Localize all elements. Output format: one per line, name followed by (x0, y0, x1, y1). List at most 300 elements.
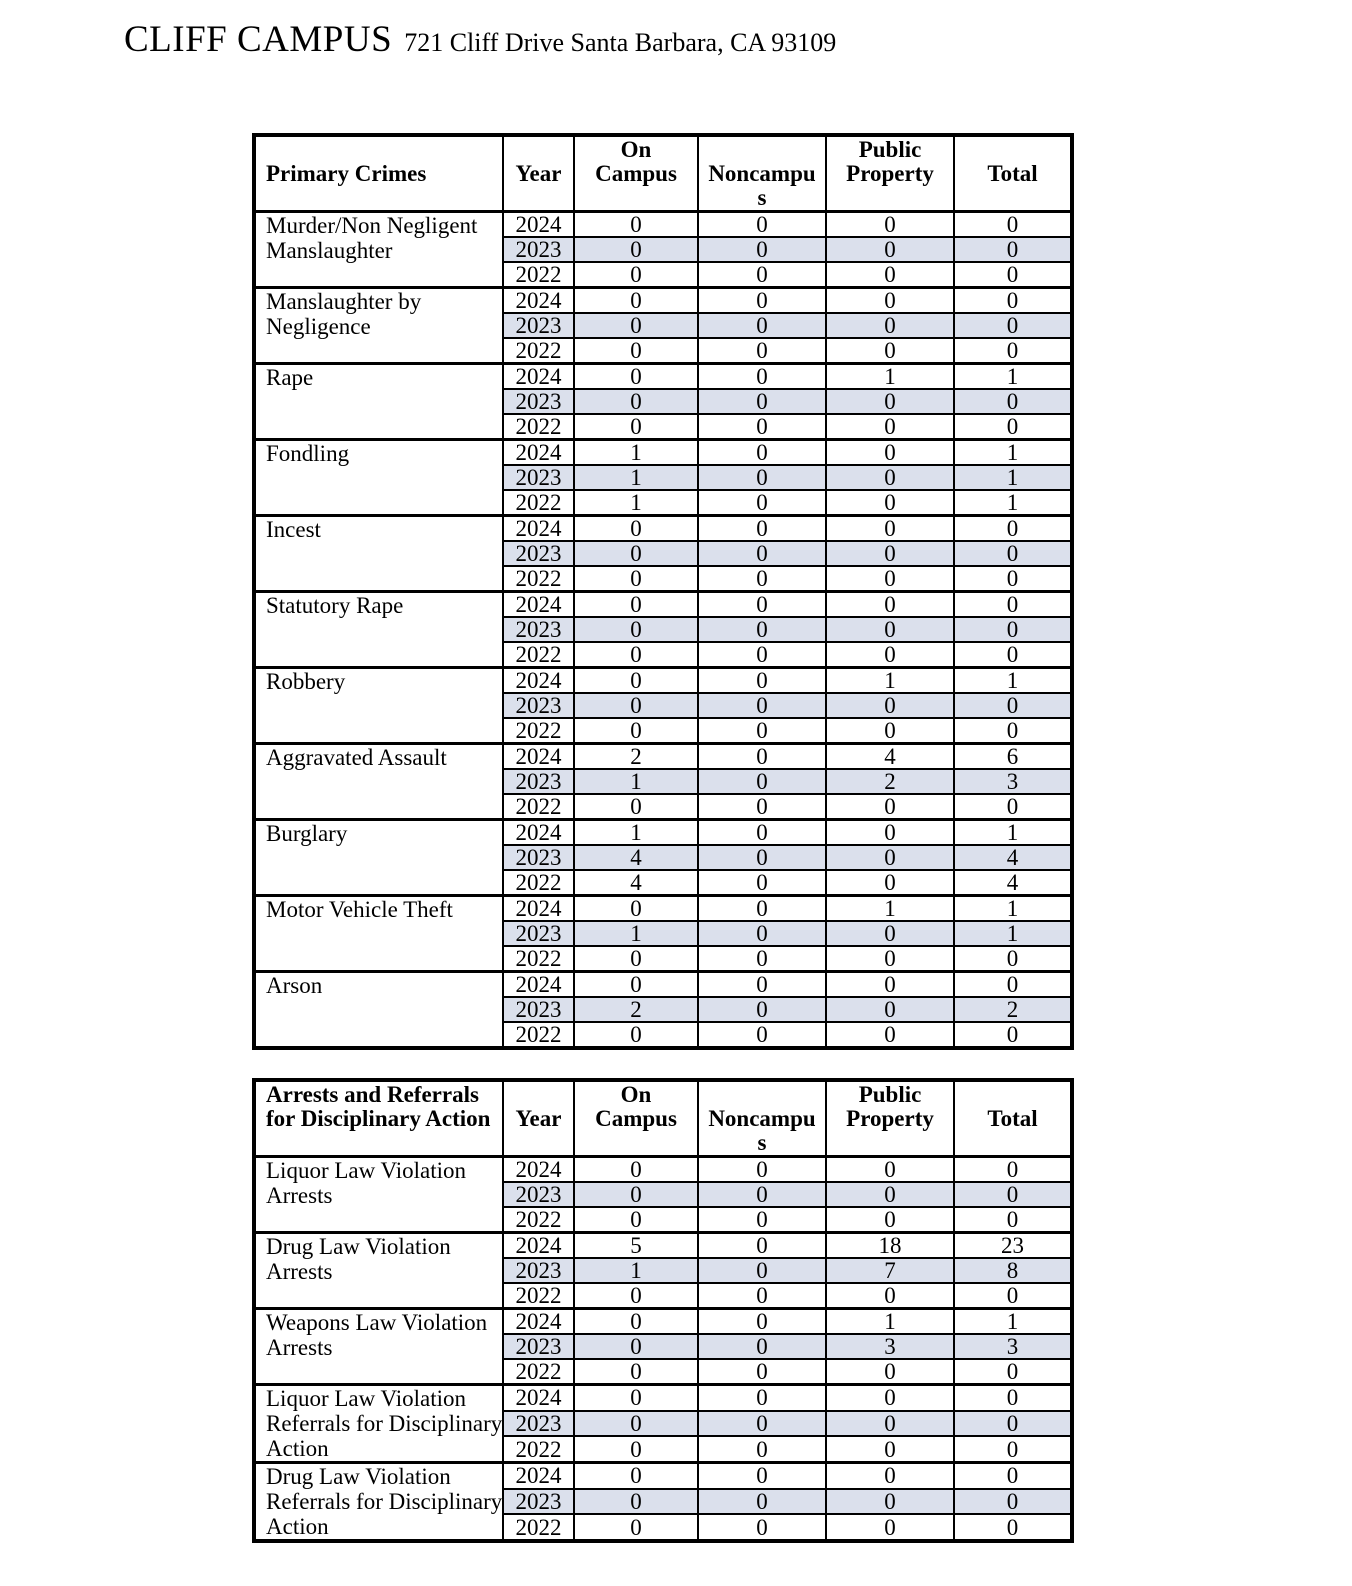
value-cell: 0 (954, 389, 1072, 414)
value-cell: 0 (826, 794, 954, 820)
value-cell: 0 (954, 718, 1072, 744)
value-cell: 5 (574, 1233, 698, 1259)
year-cell: 2024 (503, 1157, 574, 1183)
value-cell: 0 (698, 541, 826, 566)
value-cell: 1 (574, 490, 698, 516)
value-cell: 3 (954, 769, 1072, 794)
column-header-line: for Disciplinary Action (266, 1106, 491, 1131)
value-cell: 0 (698, 1411, 826, 1437)
value-cell: 4 (826, 744, 954, 770)
value-cell: 0 (698, 1359, 826, 1385)
value-cell: 0 (826, 338, 954, 364)
category-label-cell (254, 364, 503, 440)
value-cell: 0 (574, 516, 698, 542)
category-label-cell (254, 440, 503, 516)
value-cell: 1 (574, 1258, 698, 1283)
value-cell: 0 (826, 414, 954, 440)
value-cell: 0 (698, 1182, 826, 1207)
value-cell: 0 (954, 1283, 1072, 1309)
value-cell: 0 (826, 592, 954, 618)
value-cell: 0 (698, 693, 826, 718)
year-cell: 2024 (503, 744, 574, 770)
value-cell: 0 (574, 541, 698, 566)
year-cell: 2022 (503, 490, 574, 516)
value-cell: 0 (826, 693, 954, 718)
category-label-line: Motor Vehicle Theft (266, 897, 453, 922)
column-header-public-property (826, 1080, 954, 1157)
column-header-line: Property (846, 1106, 934, 1131)
value-cell: 0 (574, 288, 698, 314)
value-cell: 0 (698, 313, 826, 338)
value-cell: 4 (574, 845, 698, 870)
value-cell: 0 (698, 1022, 826, 1048)
column-header-line (256, 138, 502, 162)
value-cell: 0 (826, 642, 954, 668)
value-cell: 0 (826, 1022, 954, 1048)
table-row (254, 1309, 1072, 1335)
value-cell: 0 (698, 718, 826, 744)
page-title: CLIFF CAMPUS (124, 19, 393, 60)
value-cell: 1 (574, 769, 698, 794)
year-cell: 2022 (503, 794, 574, 820)
value-cell: 0 (574, 566, 698, 592)
year-cell: 2024 (503, 592, 574, 618)
value-cell: 0 (574, 338, 698, 364)
category-label-line: Statutory Rape (266, 593, 404, 618)
value-cell: 0 (954, 972, 1072, 998)
category-label-line: Arrests (266, 1335, 333, 1360)
category-label-line: Arrests (266, 1259, 333, 1284)
year-cell: 2024 (503, 1309, 574, 1335)
value-cell: 1 (954, 1309, 1072, 1335)
value-cell: 0 (698, 972, 826, 998)
value-cell: 0 (574, 212, 698, 238)
value-cell: 0 (698, 642, 826, 668)
column-header-line: Year (515, 161, 562, 186)
column-header-line: Property (846, 161, 934, 186)
column-header-line: Public (858, 137, 922, 162)
category-label-line: Drug Law Violation (266, 1464, 451, 1489)
value-cell: 0 (574, 389, 698, 414)
value-cell: 0 (574, 592, 698, 618)
value-cell: 2 (826, 769, 954, 794)
value-cell: 0 (954, 1359, 1072, 1385)
value-cell: 1 (574, 921, 698, 946)
category-label-line: Arrests (266, 1183, 333, 1208)
year-cell: 2022 (503, 642, 574, 668)
category-label-line: Weapons Law Violation (266, 1310, 488, 1335)
value-cell: 0 (574, 1385, 698, 1411)
value-cell: 4 (574, 870, 698, 896)
value-cell: 0 (954, 1157, 1072, 1183)
year-cell: 2022 (503, 946, 574, 972)
category-label-cell (254, 1463, 503, 1542)
year-cell: 2023 (503, 617, 574, 642)
value-cell: 2 (574, 744, 698, 770)
column-header-line: Noncampu (708, 161, 816, 186)
value-cell: 0 (698, 465, 826, 490)
category-label-line: Referrals for Disciplinary (266, 1489, 503, 1514)
value-cell: 0 (826, 1463, 954, 1489)
column-header-year (503, 135, 574, 212)
table-row (254, 1463, 1072, 1489)
table-row (254, 516, 1072, 542)
value-cell: 0 (574, 896, 698, 922)
value-cell: 0 (698, 820, 826, 846)
arrests-referrals-table-container (252, 1078, 1074, 1543)
value-cell: 0 (826, 1283, 954, 1309)
value-cell: 0 (574, 617, 698, 642)
table-row (254, 1385, 1072, 1411)
value-cell: 0 (698, 1233, 826, 1259)
category-label-line: Murder/Non Negligent (266, 213, 478, 238)
value-cell: 0 (574, 1309, 698, 1335)
year-cell: 2022 (503, 1514, 574, 1541)
value-cell: 0 (574, 718, 698, 744)
value-cell: 0 (826, 1359, 954, 1385)
value-cell: 0 (698, 389, 826, 414)
column-header-line: Noncampu (708, 1106, 816, 1131)
value-cell: 0 (954, 1385, 1072, 1411)
value-cell: 1 (826, 364, 954, 390)
category-label-cell (254, 288, 503, 364)
value-cell: 0 (954, 1207, 1072, 1233)
value-cell: 7 (826, 1258, 954, 1283)
category-label-cell (254, 744, 503, 820)
value-cell: 0 (954, 1411, 1072, 1437)
value-cell: 0 (698, 338, 826, 364)
category-label-cell (254, 1233, 503, 1309)
value-cell: 0 (698, 845, 826, 870)
value-cell: 0 (698, 516, 826, 542)
value-cell: 0 (826, 1182, 954, 1207)
value-cell: 0 (698, 1489, 826, 1515)
category-label-line: Arson (266, 973, 323, 998)
year-cell: 2024 (503, 364, 574, 390)
value-cell: 0 (826, 718, 954, 744)
category-label-line: Action (266, 1436, 329, 1461)
value-cell: 1 (574, 465, 698, 490)
value-cell: 0 (826, 997, 954, 1022)
year-cell: 2022 (503, 1359, 574, 1385)
value-cell: 0 (574, 642, 698, 668)
column-header-line: Campus (595, 1106, 677, 1131)
value-cell: 0 (574, 313, 698, 338)
value-cell: 0 (574, 1207, 698, 1233)
value-cell: 0 (826, 1489, 954, 1515)
column-header-line: Arrests and Referrals (266, 1082, 479, 1107)
value-cell: 0 (826, 389, 954, 414)
column-header-noncampus (698, 1080, 826, 1157)
category-label-line: Drug Law Violation (266, 1234, 451, 1259)
value-cell: 0 (698, 997, 826, 1022)
category-label-line: Manslaughter by (266, 289, 422, 314)
value-cell: 1 (954, 668, 1072, 694)
year-cell: 2023 (503, 389, 574, 414)
value-cell: 0 (574, 262, 698, 288)
value-cell: 0 (698, 1207, 826, 1233)
value-cell: 0 (698, 617, 826, 642)
table-row (254, 896, 1072, 922)
value-cell: 1 (954, 440, 1072, 466)
value-cell: 0 (574, 794, 698, 820)
value-cell: 0 (698, 744, 826, 770)
category-label-line: Liquor Law Violation (266, 1386, 467, 1411)
value-cell: 0 (954, 1436, 1072, 1462)
header-row (254, 1080, 1072, 1157)
value-cell: 6 (954, 744, 1072, 770)
column-header-public-property (826, 135, 954, 212)
value-cell: 0 (698, 1283, 826, 1309)
year-cell: 2023 (503, 845, 574, 870)
column-header-line: Campus (595, 161, 677, 186)
column-header-category (254, 1080, 503, 1157)
value-cell: 0 (698, 1463, 826, 1489)
column-header-line (955, 138, 1070, 162)
value-cell: 1 (954, 921, 1072, 946)
value-cell: 0 (698, 566, 826, 592)
value-cell: 0 (954, 946, 1072, 972)
value-cell: 0 (574, 1489, 698, 1515)
year-cell: 2023 (503, 1334, 574, 1359)
column-header-on-campus (574, 1080, 698, 1157)
value-cell: 0 (954, 1022, 1072, 1048)
table-row (254, 364, 1072, 390)
column-header-line: s (757, 185, 767, 210)
column-header-year (503, 1080, 574, 1157)
value-cell: 0 (574, 946, 698, 972)
value-cell: 0 (826, 870, 954, 896)
value-cell: 0 (574, 668, 698, 694)
column-header-on-campus (574, 135, 698, 212)
value-cell: 0 (826, 288, 954, 314)
year-cell: 2023 (503, 313, 574, 338)
value-cell: 0 (698, 1385, 826, 1411)
value-cell: 3 (954, 1334, 1072, 1359)
value-cell: 0 (574, 364, 698, 390)
category-label-cell (254, 896, 503, 972)
year-cell: 2022 (503, 718, 574, 744)
value-cell: 0 (954, 288, 1072, 314)
value-cell: 0 (826, 845, 954, 870)
value-cell: 0 (954, 262, 1072, 288)
column-header-noncampus (698, 135, 826, 212)
column-header-line (504, 138, 573, 162)
value-cell: 0 (698, 769, 826, 794)
value-cell: 0 (826, 1157, 954, 1183)
category-label-cell (254, 1385, 503, 1463)
category-label-line: Aggravated Assault (266, 745, 447, 770)
document-header (124, 18, 836, 61)
year-cell: 2023 (503, 769, 574, 794)
value-cell: 0 (698, 1157, 826, 1183)
table-row (254, 1233, 1072, 1259)
table-row (254, 212, 1072, 238)
column-header-line: Public (858, 1082, 922, 1107)
year-cell: 2024 (503, 896, 574, 922)
category-label-cell (254, 592, 503, 668)
category-label-cell (254, 1157, 503, 1233)
year-cell: 2022 (503, 566, 574, 592)
value-cell: 0 (698, 946, 826, 972)
year-cell: 2023 (503, 1258, 574, 1283)
column-header-line (699, 1083, 825, 1107)
table-row (254, 972, 1072, 998)
value-cell: 0 (826, 820, 954, 846)
table-row (254, 1157, 1072, 1183)
category-label-line: Liquor Law Violation (266, 1158, 467, 1183)
year-cell: 2023 (503, 541, 574, 566)
value-cell: 0 (826, 1385, 954, 1411)
value-cell: 0 (826, 516, 954, 542)
value-cell: 0 (954, 313, 1072, 338)
value-cell: 0 (574, 1436, 698, 1462)
value-cell: 0 (698, 1309, 826, 1335)
table-row (254, 440, 1072, 466)
value-cell: 0 (698, 870, 826, 896)
value-cell: 0 (954, 617, 1072, 642)
year-cell: 2022 (503, 1436, 574, 1462)
value-cell: 0 (574, 1514, 698, 1541)
value-cell: 0 (698, 262, 826, 288)
category-label-cell (254, 1309, 503, 1385)
category-label-line: Fondling (266, 441, 350, 466)
value-cell: 0 (574, 414, 698, 440)
year-cell: 2023 (503, 1489, 574, 1515)
primary-crimes-table (252, 133, 1074, 1050)
value-cell: 0 (698, 896, 826, 922)
table-row (254, 744, 1072, 770)
value-cell: 0 (574, 237, 698, 262)
year-cell: 2022 (503, 338, 574, 364)
value-cell: 0 (954, 794, 1072, 820)
value-cell: 0 (954, 212, 1072, 238)
year-cell: 2024 (503, 1385, 574, 1411)
table-row (254, 820, 1072, 846)
value-cell: 0 (698, 1436, 826, 1462)
value-cell: 0 (826, 566, 954, 592)
value-cell: 0 (826, 541, 954, 566)
value-cell: 1 (826, 668, 954, 694)
value-cell: 0 (698, 1258, 826, 1283)
year-cell: 2024 (503, 212, 574, 238)
year-cell: 2024 (503, 668, 574, 694)
year-cell: 2023 (503, 693, 574, 718)
value-cell: 1 (954, 820, 1072, 846)
value-cell: 0 (954, 1463, 1072, 1489)
value-cell: 0 (826, 1207, 954, 1233)
value-cell: 0 (954, 1182, 1072, 1207)
value-cell: 0 (574, 1334, 698, 1359)
year-cell: 2024 (503, 516, 574, 542)
value-cell: 1 (954, 896, 1072, 922)
category-label-cell (254, 516, 503, 592)
category-label-line: Action (266, 1514, 329, 1539)
year-cell: 2023 (503, 1411, 574, 1437)
value-cell: 0 (698, 921, 826, 946)
year-cell: 2024 (503, 1463, 574, 1489)
column-header-line (699, 138, 825, 162)
year-cell: 2023 (503, 921, 574, 946)
column-header-line: On (620, 1082, 652, 1107)
value-cell: 0 (574, 1022, 698, 1048)
value-cell: 0 (954, 338, 1072, 364)
value-cell: 0 (574, 1283, 698, 1309)
value-cell: 0 (698, 1514, 826, 1541)
value-cell: 1 (954, 364, 1072, 390)
value-cell: 0 (826, 946, 954, 972)
value-cell: 0 (698, 668, 826, 694)
value-cell: 0 (826, 1514, 954, 1541)
value-cell: 0 (954, 541, 1072, 566)
value-cell: 0 (698, 592, 826, 618)
year-cell: 2022 (503, 414, 574, 440)
value-cell: 0 (954, 1489, 1072, 1515)
value-cell: 0 (826, 921, 954, 946)
value-cell: 0 (574, 1411, 698, 1437)
value-cell: 3 (826, 1334, 954, 1359)
category-label-line: Burglary (266, 821, 348, 846)
year-cell: 2024 (503, 972, 574, 998)
year-cell: 2024 (503, 288, 574, 314)
value-cell: 0 (954, 642, 1072, 668)
year-cell: 2024 (503, 1233, 574, 1259)
table-row (254, 288, 1072, 314)
value-cell: 0 (574, 1182, 698, 1207)
value-cell: 0 (698, 212, 826, 238)
value-cell: 1 (826, 896, 954, 922)
value-cell: 0 (826, 212, 954, 238)
column-header-line: Total (987, 1106, 1038, 1131)
value-cell: 1 (954, 465, 1072, 490)
value-cell: 0 (698, 794, 826, 820)
value-cell: 0 (954, 592, 1072, 618)
value-cell: 0 (698, 414, 826, 440)
value-cell: 18 (826, 1233, 954, 1259)
year-cell: 2022 (503, 870, 574, 896)
value-cell: 0 (954, 414, 1072, 440)
category-label-line: Referrals for Disciplinary (266, 1411, 503, 1436)
value-cell: 0 (698, 1334, 826, 1359)
year-cell: 2023 (503, 465, 574, 490)
category-label-line: Incest (266, 517, 321, 542)
value-cell: 0 (698, 288, 826, 314)
value-cell: 0 (826, 465, 954, 490)
category-label-cell (254, 820, 503, 896)
value-cell: 1 (826, 1309, 954, 1335)
value-cell: 0 (698, 364, 826, 390)
value-cell: 0 (574, 1157, 698, 1183)
table-row (254, 668, 1072, 694)
year-cell: 2023 (503, 997, 574, 1022)
value-cell: 2 (954, 997, 1072, 1022)
category-label-cell (254, 972, 503, 1049)
value-cell: 2 (574, 997, 698, 1022)
category-label-cell (254, 212, 503, 288)
value-cell: 0 (826, 972, 954, 998)
year-cell: 2022 (503, 1207, 574, 1233)
year-cell: 2022 (503, 262, 574, 288)
value-cell: 4 (954, 870, 1072, 896)
value-cell: 0 (826, 313, 954, 338)
column-header-line: s (757, 1130, 767, 1155)
column-header-total (954, 135, 1072, 212)
column-header-line: Year (515, 1106, 562, 1131)
column-header-category (254, 135, 503, 212)
year-cell: 2023 (503, 1182, 574, 1207)
value-cell: 0 (826, 440, 954, 466)
category-label-cell (254, 668, 503, 744)
